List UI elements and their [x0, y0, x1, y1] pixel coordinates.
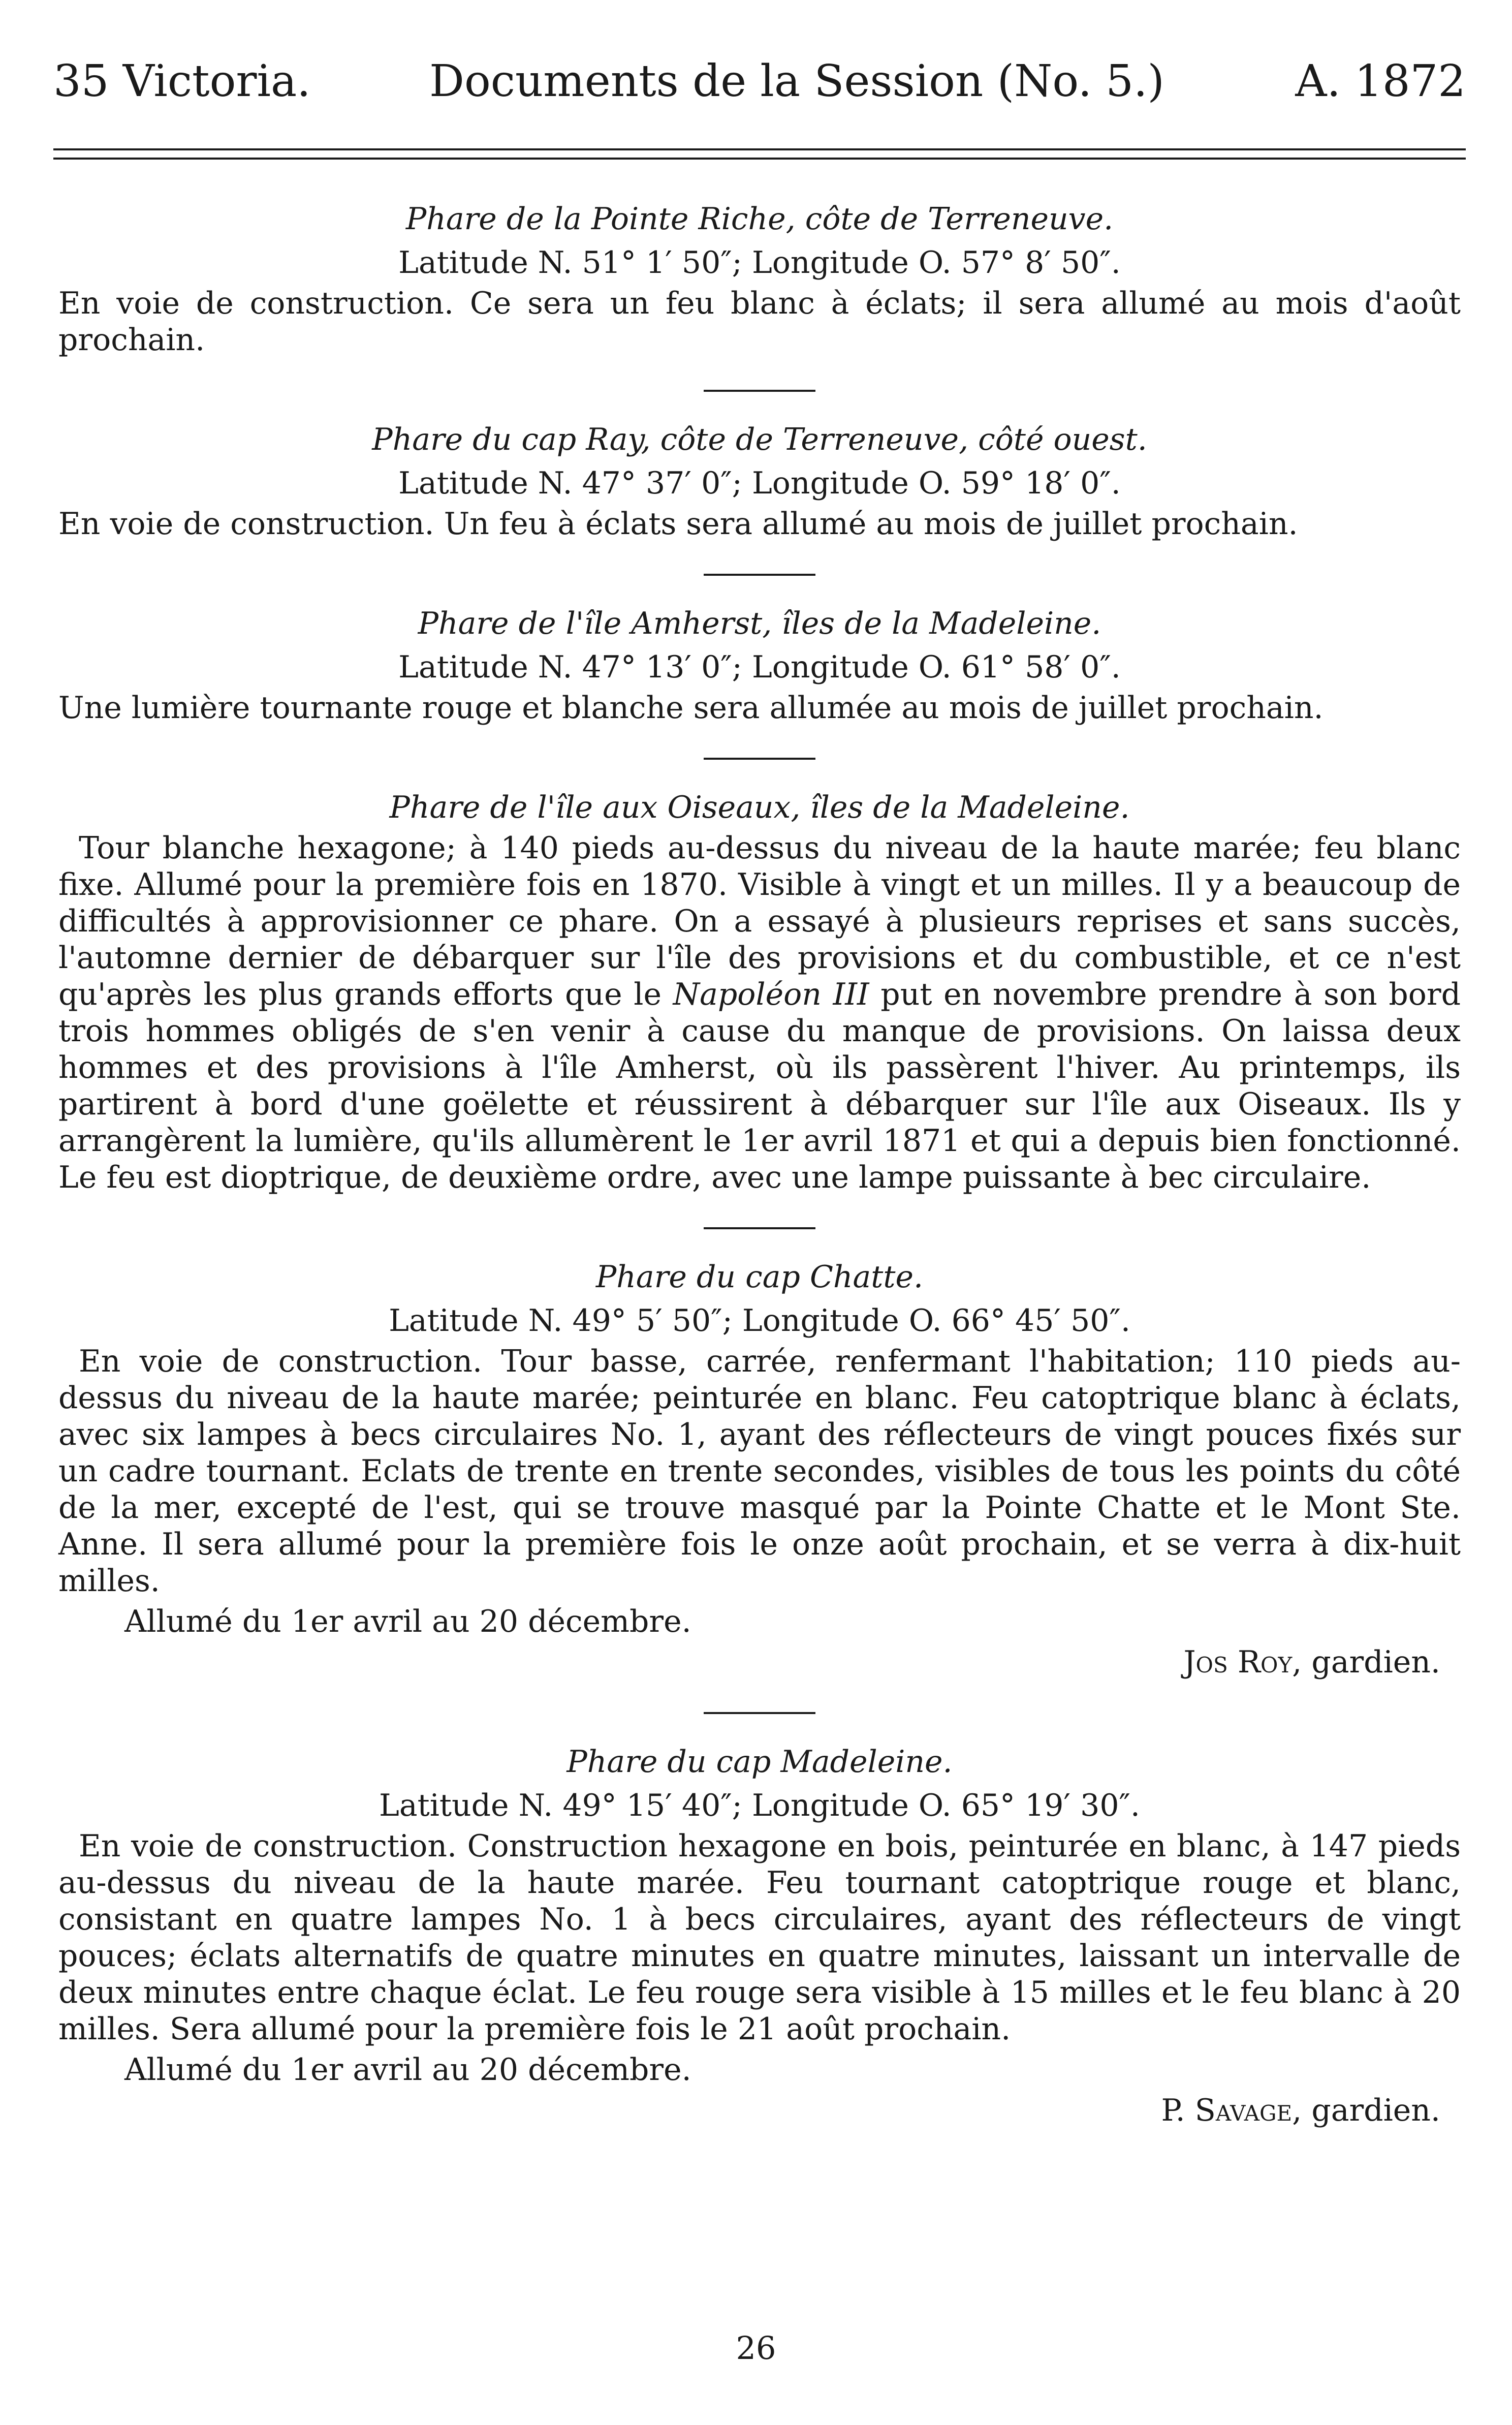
keeper-role: , gardien. — [1292, 1644, 1440, 1680]
section-paragraph — [58, 830, 1461, 1196]
section-pointe-riche — [58, 201, 1461, 358]
section-coordinates: Latitude N. 51° 1′ 50″; Longitude O. 57° 8′ 50″. — [398, 245, 1121, 281]
keeper-role: , gardien. — [1292, 2093, 1440, 2128]
section-title: Phare de la Pointe Riche, côte de Terreneuve. — [405, 201, 1114, 237]
section-paragraph: En voie de construction. Un feu à éclats sera allumé au mois de juillet prochain. — [58, 506, 1298, 542]
running-header — [53, 48, 1466, 114]
section-paragraph: Allumé du 1er avril au 20 décembre. — [124, 1604, 691, 1639]
paragraph-text: Tour blanche hexagone; à 140 pieds au-dessus du niveau de la haute marée; feu blanc fixe. Allumé pour la première fois en 1870. Visible à vingt et un milles. Il y a beaucoup de difficultés à approvisionner ce phare. On a essayé à plusieurs reprises et sans succès, l'automne dernier de débarquer sur l'île des provisions et du combustible, et ce n'est qu'après les plus grands efforts que le — [58, 830, 1461, 1012]
section-separator — [704, 390, 815, 392]
section-title: Phare du cap Madeleine. — [566, 1744, 953, 1780]
header-rule-bottom — [53, 158, 1466, 160]
section-separator — [704, 1712, 815, 1714]
section-title: Phare du cap Ray, côte de Terreneuve, côté ouest. — [372, 422, 1147, 457]
section-separator — [704, 758, 815, 760]
header-volume: 35 Victoria. — [53, 56, 311, 107]
section-cap-ray — [58, 421, 1461, 542]
page-number: 26 — [736, 2329, 776, 2367]
section-paragraph: Allumé du 1er avril au 20 décembre. — [124, 2052, 691, 2088]
keeper-signature — [58, 1644, 1440, 1681]
section-ile-aux-oiseaux — [58, 789, 1461, 1196]
header-year: A. 1872 — [1295, 56, 1466, 107]
section-cap-chatte — [58, 1259, 1461, 1681]
keeper-name: P. Savage — [1161, 2093, 1293, 2128]
section-ile-amherst — [58, 605, 1461, 726]
section-title: Phare du cap Chatte. — [595, 1259, 924, 1295]
section-coordinates: Latitude N. 49° 15′ 40″; Longitude O. 65° 19′ 30″. — [379, 1788, 1141, 1823]
keeper-name: Jos Roy — [1183, 1644, 1293, 1680]
section-separator — [704, 1227, 815, 1229]
keeper-signature — [58, 2092, 1440, 2129]
section-coordinates: Latitude N. 47° 13′ 0″; Longitude O. 61° 58′ 0″. — [398, 649, 1121, 685]
section-coordinates: Latitude N. 47° 37′ 0″; Longitude O. 59° 18′ 0″. — [398, 465, 1121, 501]
section-paragraph: En voie de construction. Tour basse, carrée, renfermant l'habitation; 110 pieds au-dessus du niveau de la haute marée; peinturée en blanc. Feu catoptrique blanc à éclats, avec six lampes à becs circulaires No. 1, ayant des réflecteurs de vingt pouces fixés sur un cadre tournant. Eclats de trente en trente secondes, visibles de tous les points du côté de la mer, excepté de l'est, qui se trouve masqué par la Pointe Chatte et le Mont Ste. Anne. Il sera allumé pour la première fois le onze août prochain, et se verra à dix-huit milles. — [58, 1344, 1461, 1599]
section-separator — [704, 574, 815, 576]
paragraph-text: put en novembre prendre à son bord trois hommes obligés de s'en venir à cause du manque de provisions. On laissa deux hommes et des provisions à l'île Amherst, où ils passèrent l'hiver. Au printemps, ils partirent à bord d'une goëlette et réussirent à débarquer sur l'île aux Oiseaux. Ils y arrangèrent la lumière, qu'ils allumèrent le 1er avril 1871 et qui a depuis bien fonctionné. Le feu est dioptrique, de deuxième ordre, avec une lampe puissante à bec circulaire. — [58, 977, 1461, 1195]
ship-name: Napoléon III — [673, 977, 869, 1012]
section-cap-madeleine — [58, 1744, 1461, 2129]
section-title: Phare de l'île aux Oiseaux, îles de la Madeleine. — [389, 790, 1130, 825]
header-title: Documents de la Session (No. 5.) — [429, 56, 1164, 107]
section-paragraph: Une lumière tournante rouge et blanche sera allumée au mois de juillet prochain. — [58, 690, 1324, 726]
document-body — [58, 201, 1461, 2129]
section-title: Phare de l'île Amherst, îles de la Madeleine. — [418, 606, 1101, 641]
section-coordinates: Latitude N. 49° 5′ 50″; Longitude O. 66° 45′ 50″. — [389, 1303, 1130, 1339]
section-paragraph: En voie de construction. Ce sera un feu blanc à éclats; il sera allumé au mois d'août prochain. — [58, 286, 1461, 358]
header-rule-top — [53, 148, 1466, 150]
section-paragraph: En voie de construction. Construction hexagone en bois, peinturée en blanc, à 147 pieds au-dessus du niveau de la haute marée. Feu tournant catoptrique rouge et blanc, consistant en quatre lampes No. 1 à becs circulaires, ayant des réflecteurs de vingt pouces; éclats alternatifs de quatre minutes en quatre minutes, laissant un intervalle de deux minutes entre chaque éclat. Le feu rouge sera visible à 15 milles et le feu blanc à 20 milles. Sera allumé pour la première fois le 21 août prochain. — [58, 1828, 1461, 2047]
